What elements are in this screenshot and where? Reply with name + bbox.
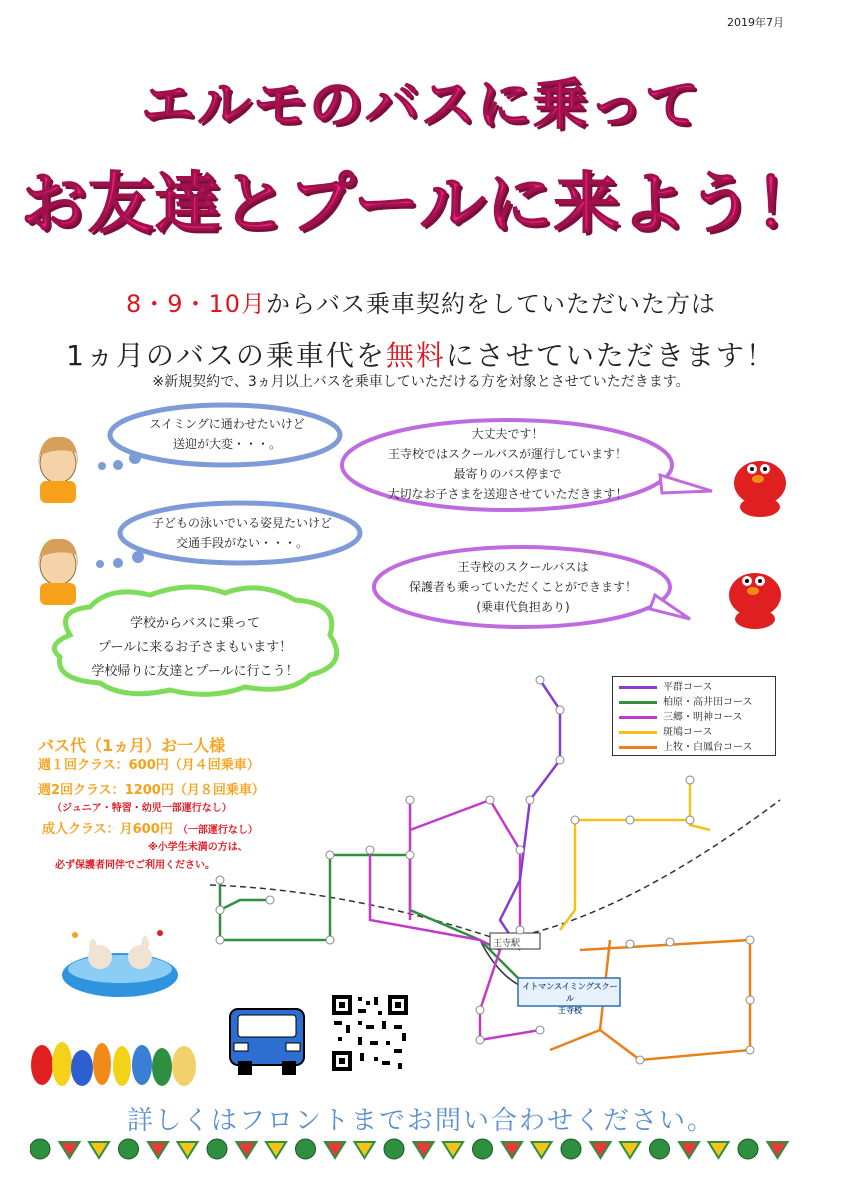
watermelon-slice-icon bbox=[325, 1142, 345, 1158]
watermelon-slice-icon bbox=[148, 1142, 168, 1158]
lead-line2-b: にさせていただきます！ bbox=[445, 339, 776, 372]
watermelon-icon bbox=[207, 1139, 227, 1159]
station-label: 王寺駅 bbox=[493, 939, 521, 949]
elmo-bubble-1-line1: 大丈夫です！ bbox=[471, 427, 544, 441]
price-week1: 週１回クラス：600円（月４回乗車） bbox=[38, 758, 260, 773]
green-cloud-line1: 学校からバスに乗って bbox=[129, 616, 260, 631]
watermelon-icon bbox=[473, 1139, 493, 1159]
campaign-months: 8・9・10月 bbox=[125, 290, 267, 318]
watermelon-slice-icon bbox=[620, 1142, 640, 1158]
footer-contact: 詳しくはフロントまでお問い合わせください。 bbox=[126, 1106, 715, 1136]
watermelon-slice-icon bbox=[89, 1142, 109, 1158]
elmo-bubble-2-line2: 保護者も乗っていただくことができます！ bbox=[408, 580, 637, 594]
mother-bubble-2-line2: 交通手段がない・・・。 bbox=[175, 536, 308, 550]
elmo-bubble-2-line1: 王寺校のスクールバスは bbox=[457, 560, 589, 574]
watermelon-border-icon bbox=[30, 1136, 810, 1162]
characters-illustration-icon bbox=[28, 1040, 208, 1090]
legend-label: 斑鳩コース bbox=[663, 727, 713, 738]
lead-line2-a: 1ヵ月のバスの乗車代を bbox=[66, 339, 386, 372]
bus-icon bbox=[222, 1003, 312, 1083]
watermelon-icon bbox=[384, 1139, 404, 1159]
elmo-icon-2 bbox=[729, 573, 781, 629]
legend-label: 上牧・白鳳台コース bbox=[663, 742, 753, 753]
pool-illustration-icon bbox=[55, 925, 185, 1005]
watermelon-icon bbox=[30, 1139, 50, 1159]
headline-line2: お友達とプールに来よう！ bbox=[20, 165, 822, 242]
elmo-icon-1 bbox=[734, 461, 786, 517]
mother-icon-2 bbox=[38, 539, 78, 605]
watermelon-slice-icon bbox=[532, 1142, 552, 1158]
elmo-bubble-1-line2: 王寺校ではスクールバスが運行しています！ bbox=[388, 447, 627, 461]
mother-bubble-1-line2: 送迎が大変・・・。 bbox=[172, 437, 281, 451]
watermelon-slice-icon bbox=[768, 1142, 788, 1158]
free-text: 無料 bbox=[385, 339, 446, 372]
price-week2-note: （ジュニア・特習・幼児一部運行なし） bbox=[52, 803, 232, 814]
watermelon-slice-icon bbox=[502, 1142, 522, 1158]
elmo-bubble-1 bbox=[345, 424, 670, 504]
lead-line1 bbox=[0, 284, 842, 319]
watermelon-icon bbox=[650, 1139, 670, 1159]
school-branch: 王寺校 bbox=[558, 1006, 582, 1015]
price-week2: 週2回クラス：1200円（月８回乗車） bbox=[38, 783, 265, 798]
mother-bubble-1 bbox=[112, 414, 342, 454]
watermelon-icon bbox=[119, 1139, 139, 1159]
mother-icon-1 bbox=[38, 437, 78, 503]
qr-code-icon bbox=[330, 993, 410, 1073]
elmo-bubble-1-line3: 最寄りのバス停まで bbox=[453, 467, 562, 481]
watermelon-slice-icon bbox=[237, 1142, 257, 1158]
legend-label: 平群コース bbox=[663, 682, 713, 693]
watermelon-slice-icon bbox=[709, 1142, 729, 1158]
legend-label: 三郷・明神コース bbox=[663, 712, 743, 723]
watermelon-slice-icon bbox=[60, 1142, 80, 1158]
issue-date: 2019年7月 bbox=[727, 16, 784, 29]
price-adult: 成人クラス：月600円 bbox=[42, 822, 173, 837]
eligibility-note: ※新規契約で、3ヵ月以上バスを乗車していただける方を対象とさせていただきます。 bbox=[152, 374, 690, 390]
watermelon-slice-icon bbox=[266, 1142, 286, 1158]
watermelon-slice-icon bbox=[355, 1142, 375, 1158]
green-cloud-line2: プールに来るお子さまもいます！ bbox=[97, 640, 293, 655]
green-cloud-line3: 学校帰りに友達とプールに行こう！ bbox=[91, 664, 299, 679]
lead-line2 bbox=[0, 334, 842, 374]
elmo-bubble-1-line4: 大切なお子さまを送迎させていただきます！ bbox=[387, 487, 628, 501]
watermelon-slice-icon bbox=[414, 1142, 434, 1158]
warning-line1: ※小学生未満の方は、 bbox=[148, 842, 248, 853]
mother-bubble-2 bbox=[122, 513, 362, 553]
elmo-bubble-2 bbox=[378, 557, 668, 617]
watermelon-slice-icon bbox=[591, 1142, 611, 1158]
elmo-bubble-2-line3: (乗車代負担あり) bbox=[476, 600, 570, 614]
legend-label: 柏原・高井田コース bbox=[663, 697, 753, 708]
price-adult-note: （一部運行なし） bbox=[177, 825, 258, 836]
mother-bubble-2-line1: 子どもの泳いでいる姿見たいけど bbox=[151, 516, 332, 530]
watermelon-icon bbox=[561, 1139, 581, 1159]
school-marker bbox=[520, 981, 620, 1017]
watermelon-icon bbox=[296, 1139, 316, 1159]
school-name: イトマンスイミングスクール bbox=[522, 982, 618, 1003]
headline-line1: エルモのバスに乗って bbox=[141, 73, 701, 136]
watermelon-slice-icon bbox=[679, 1142, 699, 1158]
watermelon-slice-icon bbox=[443, 1142, 463, 1158]
warning-line2: 必ず保護者同伴でご利用ください。 bbox=[55, 860, 215, 871]
watermelon-icon bbox=[738, 1139, 758, 1159]
lead-line1-text: からバス乗車契約をしていただいた方は bbox=[266, 290, 717, 318]
mother-bubble-1-line1: スイミングに通わせたいけど bbox=[149, 417, 305, 431]
watermelon-slice-icon bbox=[178, 1142, 198, 1158]
price-title: バス代（1ヵ月）お一人様 bbox=[38, 736, 226, 755]
